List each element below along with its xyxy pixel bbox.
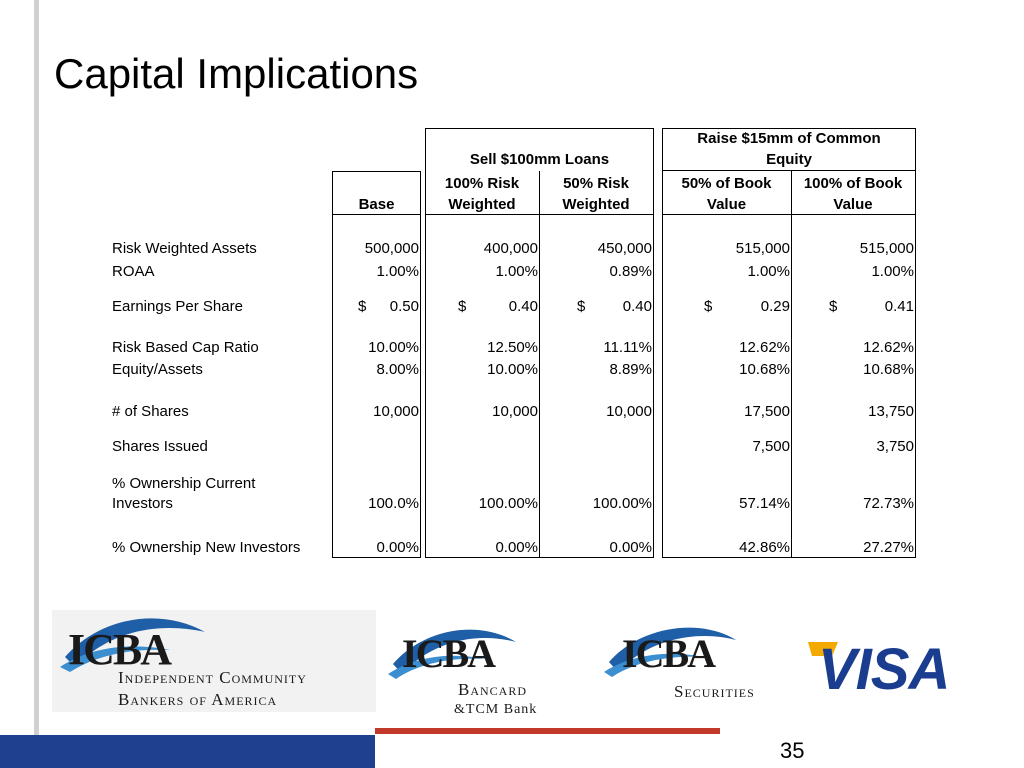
cell-100-book: 3,750 <box>876 438 914 455</box>
cell-100-book: 27.27% <box>863 539 914 556</box>
cell-50-book: 515,000 <box>735 240 790 257</box>
cell-100-book: 0.41 <box>884 298 914 315</box>
row-label: ROAA <box>112 263 155 280</box>
icba-securities-line1: Securities <box>674 682 755 701</box>
cell-100-book: 10.68% <box>863 361 914 378</box>
raise-group-header-line1: Raise $15mm of Common <box>697 130 881 147</box>
cell-50-risk: 450,000 <box>597 240 652 257</box>
cell-100-risk: 0.00% <box>495 539 538 556</box>
cell-base: 1.00% <box>376 263 419 280</box>
icba-main-line2: Bankers of America <box>118 690 278 709</box>
cell-base: 0.00% <box>376 539 419 556</box>
cell-100-risk: 12.50% <box>487 339 538 356</box>
currency-symbol: $ <box>358 298 367 315</box>
row-label-line1: % Ownership Current <box>112 475 256 492</box>
col-header-50-book-line2: Value <box>706 196 747 213</box>
icba-bancard-line2: &TCM Bank <box>454 702 538 717</box>
cell-100-book: 515,000 <box>859 240 914 257</box>
row-label: # of Shares <box>112 403 189 420</box>
row-label: Earnings Per Share <box>112 298 243 315</box>
raise-col-right-border <box>915 171 916 557</box>
col-header-base: Base <box>358 196 395 213</box>
icba-main-line1: Independent Community <box>118 668 307 687</box>
cell-base: 10.00% <box>368 339 419 356</box>
cell-100-book: 72.73% <box>863 495 914 512</box>
cell-50-book: 42.86% <box>739 539 790 556</box>
sell-group-header: Sell $100mm Loans <box>469 151 610 168</box>
cell-50-book: 12.62% <box>739 339 790 356</box>
row-label: Risk Weighted Assets <box>112 240 257 257</box>
row-label: % Ownership New Investors <box>112 539 301 556</box>
cell-100-book: 1.00% <box>871 263 914 280</box>
base-col-top-border <box>332 171 421 172</box>
currency-symbol: $ <box>704 298 713 315</box>
icba-bancard-line1: Bancard <box>458 680 528 699</box>
currency-symbol: $ <box>458 298 467 315</box>
cell-50-book: 10.68% <box>739 361 790 378</box>
cell-50-risk: 0.89% <box>609 263 652 280</box>
cell-50-risk: 8.89% <box>609 361 652 378</box>
cell-100-risk: 10.00% <box>487 361 538 378</box>
cell-100-risk: 400,000 <box>483 240 538 257</box>
page-number: 35 <box>780 738 805 763</box>
row-label: Equity/Assets <box>112 361 203 378</box>
cell-100-risk: 1.00% <box>495 263 538 280</box>
currency-symbol: $ <box>577 298 586 315</box>
base-col-right-border <box>420 171 421 557</box>
visa-logo <box>808 637 978 702</box>
cell-50-book: 7,500 <box>752 438 790 455</box>
cell-50-book: 1.00% <box>747 263 790 280</box>
cell-50-risk: 0.00% <box>609 539 652 556</box>
icba-securities-mark: ICBA <box>622 631 715 676</box>
cell-100-risk: 100.00% <box>478 495 538 512</box>
icba-bancard-mark: ICBA <box>402 631 495 676</box>
cell-base: 0.50 <box>389 298 419 315</box>
slide-title: Capital Implications <box>54 50 419 97</box>
cell-100-book: 13,750 <box>868 403 914 420</box>
cell-50-risk: 0.40 <box>622 298 652 315</box>
cell-50-book: 0.29 <box>760 298 790 315</box>
row-label: Risk Based Cap Ratio <box>112 339 259 356</box>
currency-symbol: $ <box>829 298 838 315</box>
col-header-100-risk-line1: 100% Risk <box>444 175 520 192</box>
cell-base: 100.0% <box>368 495 419 512</box>
cell-base: 8.00% <box>376 361 419 378</box>
raise-group-header-line2: Equity <box>766 151 812 168</box>
cell-50-risk: 11.11% <box>603 339 652 356</box>
col-header-100-book-line1: 100% of Book <box>803 175 903 192</box>
row-label-line2: Investors <box>112 495 173 512</box>
cell-50-book: 17,500 <box>744 403 790 420</box>
cell-base: 10,000 <box>373 403 419 420</box>
cell-50-risk: 10,000 <box>606 403 652 420</box>
sell-col-right-border <box>653 171 654 557</box>
cell-100-risk: 0.40 <box>508 298 538 315</box>
col-header-100-risk-line2: Weighted <box>448 196 516 213</box>
cell-base: 500,000 <box>364 240 419 257</box>
icba-main-logo <box>52 610 376 712</box>
col-header-50-risk-line2: Weighted <box>562 196 630 213</box>
col-header-50-risk-line1: 50% Risk <box>563 175 629 192</box>
cell-100-book: 12.62% <box>863 339 914 356</box>
icba-securities-logo <box>604 620 799 715</box>
cell-100-risk: 10,000 <box>492 403 538 420</box>
col-header-50-book-line1: 50% of Book <box>681 175 772 192</box>
icba-bancard-logo <box>388 622 578 722</box>
icba-main-mark: ICBA <box>68 625 171 674</box>
sponsor-logos <box>0 610 1024 720</box>
cell-50-risk: 100.00% <box>592 495 652 512</box>
col-header-100-book-line2: Value <box>833 196 873 213</box>
row-label: Shares Issued <box>112 438 208 455</box>
cell-50-book: 57.14% <box>739 495 790 512</box>
footer-blue-band <box>0 735 375 768</box>
footer-red-band <box>375 728 720 734</box>
visa-mark: VISA <box>818 637 950 702</box>
